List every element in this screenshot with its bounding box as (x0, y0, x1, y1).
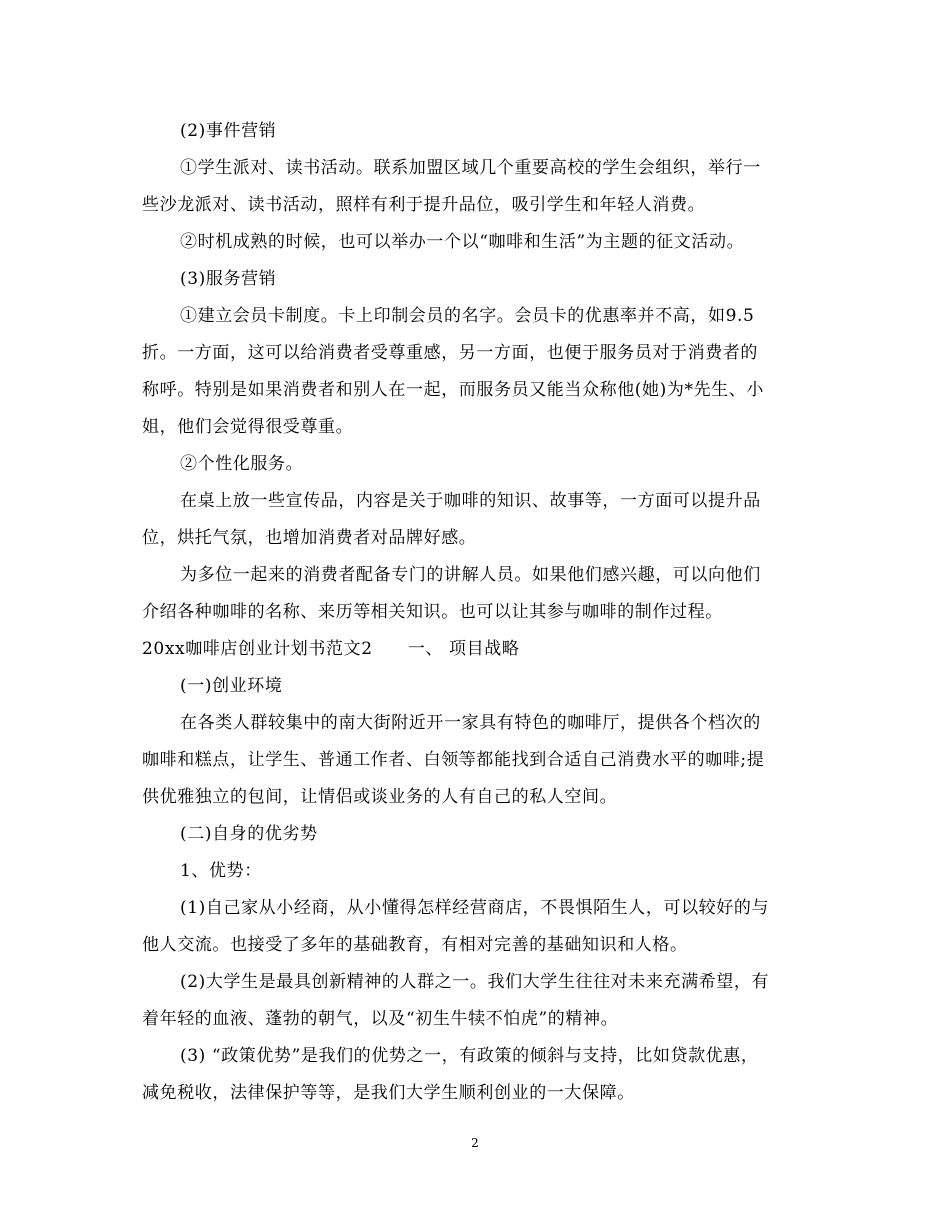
paragraph-line: (1)自己家从小经商，从小懂得怎样经营商店，不畏惧陌生人，可以较好的与 (180, 898, 770, 918)
paragraph-line: 称呼。特别是如果消费者和别人在一起，而服务员又能当众称他(她)为*先生、小 (142, 380, 764, 400)
paragraph-line: ②时机成熟的时候，也可以举办一个以“咖啡和生活”为主题的征文活动。 (180, 232, 745, 252)
paragraph-line: 为多位一起来的消费者配备专门的讲解人员。如果他们感兴趣，可以向他们 (180, 565, 761, 585)
paragraph-line: 位，烘托气氛，也增加消费者对品牌好感。 (142, 528, 477, 548)
paragraph-line: ①建立会员卡制度。卡上印制会员的名字。会员卡的优惠率并不高，如9.5 (180, 306, 755, 326)
paragraph-line: 介绍各种咖啡的名称、来历等相关知识。也可以让其参与咖啡的制作过程。 (142, 602, 723, 622)
paragraph-line: 折。一方面，这可以给消费者受尊重感，另一方面，也便于服务员对于消费者的 (142, 343, 758, 363)
paragraph-line: 着年轻的血液、蓬勃的朝气，以及“初生牛犊不怕虎”的精神。 (142, 1009, 619, 1029)
paragraph-line: ①学生派对、读书活动。联系加盟区域几个重要高校的学生会组织，举行一 (180, 158, 761, 178)
paragraph-line: 供优雅独立的包间，让情侣或谈业务的人有自己的私人空间。 (142, 787, 618, 807)
section-title: 20xx咖啡店创业计划书范文2 一、 项目战略 (142, 639, 520, 659)
paragraph-line: 在桌上放一些宣传品，内容是关于咖啡的知识、故事等，一方面可以提升品 (180, 491, 761, 511)
heading-event-marketing: (2)事件营销 (180, 121, 277, 141)
heading-strengths: 1、优势： (180, 861, 262, 881)
paragraph-line: 些沙龙派对、读书活动，照样有利于提升品位，吸引学生和年轻人消费。 (142, 195, 706, 215)
heading-startup-environment: (一)创业环境 (180, 676, 283, 696)
heading-service-marketing: (3)服务营销 (180, 269, 277, 289)
paragraph-line: ②个性化服务。 (180, 454, 304, 474)
heading-strengths-weaknesses: (二)自身的优劣势 (180, 824, 318, 844)
paragraph-line: 减免税收，法律保护等等，是我们大学生顺利创业的一大保障。 (142, 1083, 635, 1103)
paragraph-line: 姐，他们会觉得很受尊重。 (142, 417, 354, 437)
paragraph-line: (2)大学生是最具创新精神的人群之一。我们大学生往往对未来充满希望，有 (180, 972, 770, 992)
paragraph-line: (3) “政策优势”是我们的优势之一，有政策的倾斜与支持，比如贷款优惠， (180, 1046, 759, 1066)
paragraph-line: 咖啡和糕点，让学生、普通工作者、白领等都能找到合适自己消费水平的咖啡;提 (142, 750, 765, 770)
page-number: 2 (471, 1136, 479, 1150)
paragraph-line: 他人交流。也接受了多年的基础教育，有相对完善的基础知识和人格。 (142, 935, 688, 955)
paragraph-line: 在各类人群较集中的南大街附近开一家具有特色的咖啡厅，提供各个档次的 (180, 713, 761, 733)
